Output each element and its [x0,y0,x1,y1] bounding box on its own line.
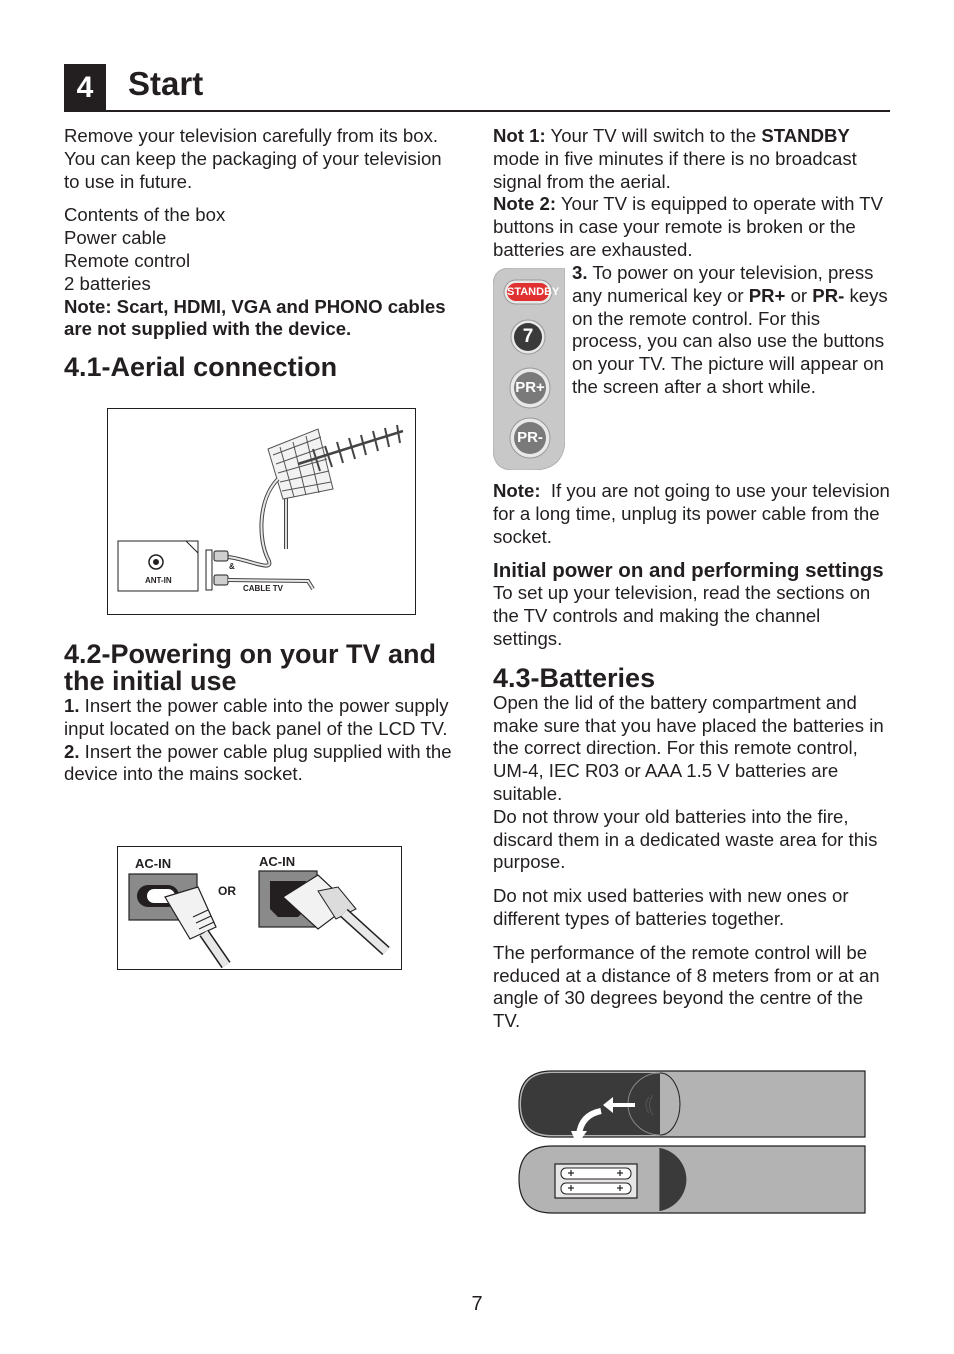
step-3-number: 3. [572,262,588,283]
note-1-label: Not 1: [493,125,546,146]
step-1-number: 1. [64,695,80,716]
step-2 [64,741,459,787]
unplug-note-label: Note: [493,480,541,501]
pr-minus-button: PR- [517,429,543,446]
note-1-standby: STANDBY [761,125,850,146]
list-item: Power cable [64,227,167,249]
batteries-paragraph-3: Do not mix used batteries with new ones or different types of batteries together. [493,885,849,929]
powering-heading: 4.2-Powering on your TV and the initial use [64,639,437,696]
note-1 [493,125,891,193]
intro-paragraph: Remove your television carefully from its box. You can keep the packaging of your television to use in future. [64,125,442,192]
initial-heading: Initial power on and performing settings [493,559,884,583]
batteries-paragraph-4: The performance of the remote control will be reduced at a distance of 8 meters from or at an angle of 30 degrees beyond the centre of the TV. [493,941,880,1032]
unplug-note [493,480,896,548]
aerial-heading: 4.1-Aerial connection [64,352,338,383]
ant-in-label: ANT-IN [145,576,172,585]
step-1 [64,695,459,741]
step-3-or: or [785,284,813,306]
step-3-paragraph [572,262,892,399]
list-item: Contents of the box [64,204,226,226]
step-2-number: 2. [64,740,80,762]
step-3-pr-minus: PR- [812,284,845,306]
contents-note: Note: Scart, HDMI, VGA and PHONO cables are not supplied with the device. [64,295,446,340]
ac-in-label-left: AC-IN [135,856,172,871]
chapter-number: 4 [64,64,106,110]
remote-buttons-illustration [493,268,565,470]
power-plug-figure [117,846,402,970]
note-2-label: Note 2: [493,193,557,215]
batteries-paragraph-1: Open the lid of the battery compartment and make sure that you have placed the batteries in the correct direction. For this remote control, UM-4, IEC R03 or AAA 1.5 V batteries are suitable. [493,691,884,804]
ampersand-label: & [229,562,235,571]
powering-section [64,641,459,786]
chapter-header [64,64,890,112]
unplug-note-text: If you are not going to use your television for a long time, unplug its power cable from the socket. [493,480,896,547]
step-3 [572,262,892,399]
ac-in-label-right: AC-IN [259,854,296,869]
note-2-text: Your TV is equipped to operate with TV buttons in case your remote is broken or the batteries are exhausted. [493,193,884,260]
list-item: Remote control [64,249,191,271]
right-notes [493,125,891,262]
left-column [64,125,459,381]
note-1-text-a: Your TV will switch to the [545,125,762,146]
list-item: 2 batteries [64,272,151,294]
right-lower [493,480,896,1033]
initial-text: To set up your television, read the sections on the TV controls and making the channel settings. [493,582,871,649]
step-3-pr-plus: PR+ [748,284,786,306]
step-3-text-b: keys on the remote control. For this process, you can also use the buttons on your TV. The picture will appear on the screen after a short while. [572,284,888,397]
page-number: 7 [471,1293,483,1315]
seven-button: 7 [522,326,534,347]
battery-compartment-illustration [517,1069,867,1215]
aerial-connection-figure [107,408,416,615]
chapter-title: Start [128,65,204,102]
pr-plus-button: PR+ [515,379,545,396]
note-2 [493,193,891,261]
or-label: OR [218,884,236,898]
box-contents-list [64,204,459,341]
step-3-text-a: To power on your television, press any numerical key or [572,262,874,306]
standby-button: STANDBY [507,286,560,298]
cable-tv-label: CABLE TV [243,584,283,593]
note-1-text-b: mode in five minutes if there is no broadcast signal from the aerial. [493,147,857,192]
batteries-paragraph-2: Do not throw your old batteries into the fire, discard them in a dedicated waste area for this purpose. [493,805,878,873]
step-2-text: Insert the power cable plug supplied with the device into the mains socket. [64,740,452,785]
batteries-heading: 4.3-Batteries [493,662,656,693]
step-1-text: Insert the power cable into the power supply input located on the back panel of the LCD TV. [64,695,449,739]
